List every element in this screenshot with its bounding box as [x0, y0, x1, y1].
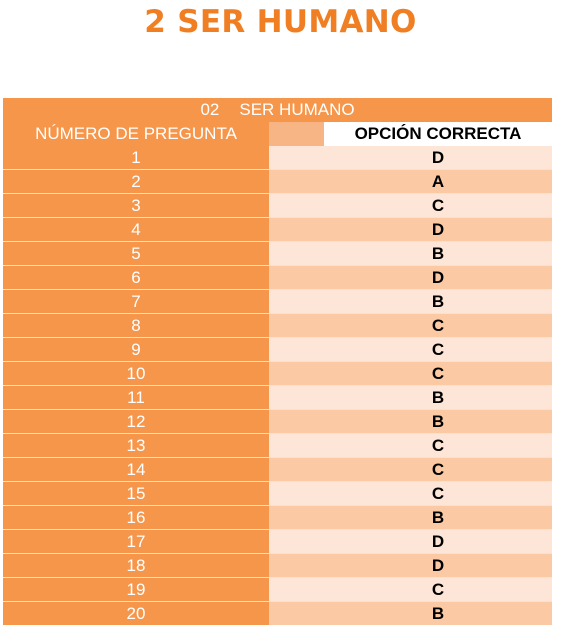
table-row [3, 170, 552, 194]
correct-option: C [324, 482, 552, 506]
table-row [3, 338, 552, 362]
correct-option: C [324, 362, 552, 386]
spacer-cell [269, 242, 324, 266]
correct-option: A [324, 170, 552, 194]
table-banner [3, 98, 552, 122]
question-number: 20 [3, 602, 269, 626]
correct-option: C [324, 434, 552, 458]
table-row [3, 266, 552, 290]
answer-key-table [3, 98, 552, 625]
spacer-cell [269, 218, 324, 242]
correct-option: B [324, 386, 552, 410]
spacer-cell [269, 458, 324, 482]
question-number: 4 [3, 218, 269, 242]
spacer-cell [269, 266, 324, 290]
table-row [3, 194, 552, 218]
spacer-cell [269, 434, 324, 458]
correct-option: C [324, 314, 552, 338]
question-number: 3 [3, 194, 269, 218]
table-row [3, 434, 552, 458]
spacer-cell [269, 506, 324, 530]
question-number: 2 [3, 170, 269, 194]
table-row [3, 506, 552, 530]
correct-option: B [324, 506, 552, 530]
spacer-cell [269, 170, 324, 194]
table-row [3, 290, 552, 314]
column-header-question: NÚMERO DE PREGUNTA [3, 122, 269, 146]
table-row [3, 530, 552, 554]
question-number: 12 [3, 410, 269, 434]
correct-option: C [324, 578, 552, 602]
correct-option: C [324, 458, 552, 482]
correct-option: B [324, 242, 552, 266]
correct-option: D [324, 554, 552, 578]
spacer-cell [269, 146, 324, 170]
question-number: 8 [3, 314, 269, 338]
table-row [3, 602, 552, 626]
table-row [3, 410, 552, 434]
question-number: 11 [3, 386, 269, 410]
question-number: 15 [3, 482, 269, 506]
question-number: 7 [3, 290, 269, 314]
spacer-cell [269, 530, 324, 554]
question-number: 17 [3, 530, 269, 554]
spacer-cell [269, 482, 324, 506]
question-number: 10 [3, 362, 269, 386]
spacer-cell [269, 578, 324, 602]
table-row [3, 458, 552, 482]
table-row [3, 314, 552, 338]
spacer-cell [269, 386, 324, 410]
table-row [3, 386, 552, 410]
question-number: 5 [3, 242, 269, 266]
spacer-cell [269, 290, 324, 314]
table-row [3, 578, 552, 602]
spacer-cell [269, 314, 324, 338]
table-row [3, 362, 552, 386]
question-number: 16 [3, 506, 269, 530]
banner-number: 02 [200, 100, 220, 119]
question-number: 1 [3, 146, 269, 170]
correct-option: B [324, 290, 552, 314]
correct-option: D [324, 530, 552, 554]
question-number: 6 [3, 266, 269, 290]
spacer-cell [269, 338, 324, 362]
column-header-answer: OPCIÓN CORRECTA [324, 122, 552, 146]
spacer-cell [269, 554, 324, 578]
column-header-row [3, 122, 552, 146]
question-number: 19 [3, 578, 269, 602]
column-header-spacer [269, 122, 324, 146]
page-title: 2 SER HUMANO [144, 4, 417, 40]
table-banner-row [3, 98, 552, 122]
correct-option: C [324, 338, 552, 362]
correct-option: D [324, 146, 552, 170]
table-row [3, 218, 552, 242]
spacer-cell [269, 194, 324, 218]
spacer-cell [269, 602, 324, 626]
question-number: 13 [3, 434, 269, 458]
spacer-cell [269, 410, 324, 434]
table-row [3, 242, 552, 266]
table-row [3, 146, 552, 170]
spacer-cell [269, 362, 324, 386]
correct-option: B [324, 410, 552, 434]
question-number: 9 [3, 338, 269, 362]
correct-option: C [324, 194, 552, 218]
question-number: 14 [3, 458, 269, 482]
correct-option: D [324, 266, 552, 290]
correct-option: D [324, 218, 552, 242]
table-row [3, 554, 552, 578]
question-number: 18 [3, 554, 269, 578]
banner-text: SER HUMANO [239, 100, 355, 119]
correct-option: B [324, 602, 552, 626]
table-row [3, 482, 552, 506]
